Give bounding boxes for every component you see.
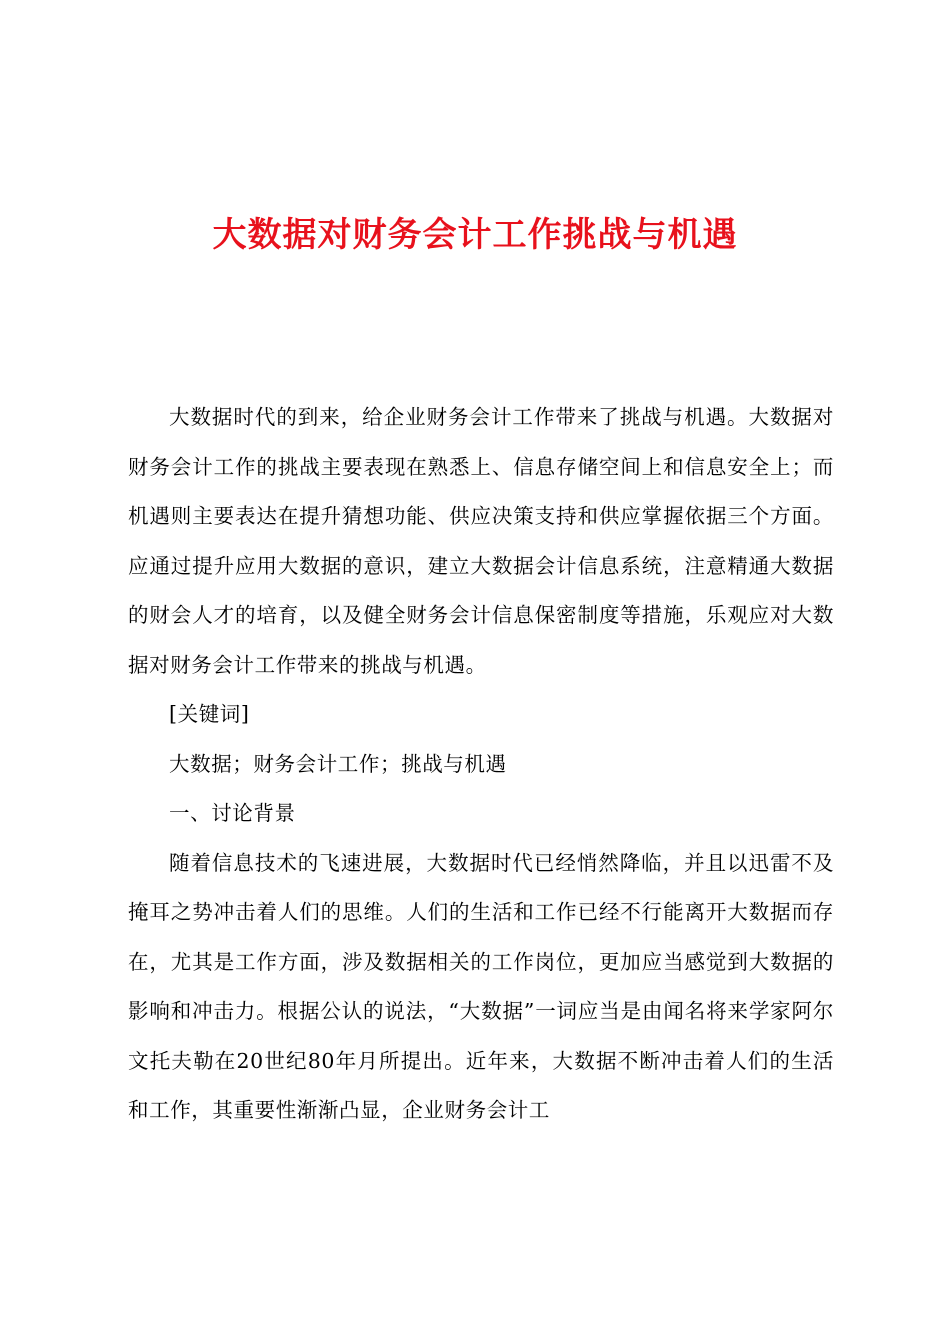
document-body (128, 393, 834, 1136)
keywords-paragraph: 大数据；财务会计工作；挑战与机遇 (169, 751, 507, 776)
abstract-paragraph: 大数据时代的到来，给企业财务会计工作带来了挑战与机遇。大数据对财务会计工作的挑战主要表现在熟悉上、信息存储空间上和信息安全上；而机遇则主要表达在提升猜想功能、供应决策支持和供应掌握依据三个方面。应通过提升应用大数据的意识，建立大数据会计信息系统，注意精通大数据的财会人才的培育，以及健全财务会计信息保密制度等措施，乐观应对大数据对财务会计工作带来的挑战与机遇。 (128, 405, 834, 677)
keywords-label: [关键词] (169, 702, 250, 726)
document-title: 大数据对财务会计工作挑战与机遇 (212, 215, 738, 255)
body-paragraph: 随着信息技术的飞速进展，大数据时代已经悄然降临，并且以迅雷不及掩耳之势冲击着人们的思维。人们的生活和工作已经不行能离开大数据而存在，尤其是工作方面，涉及数据相关的工作岗位，更加应当感觉到大数据的影响和冲击力。根据公认的说法，“大数据”一词应当是由闻名将来学家阿尔文托夫勒在20世纪80年月所提出。近年来，大数据不断冲击着人们的生活和工作，其重要性渐渐凸显，企业财务会计工 (128, 850, 834, 1122)
section-heading: 一、讨论背景 (169, 801, 296, 825)
